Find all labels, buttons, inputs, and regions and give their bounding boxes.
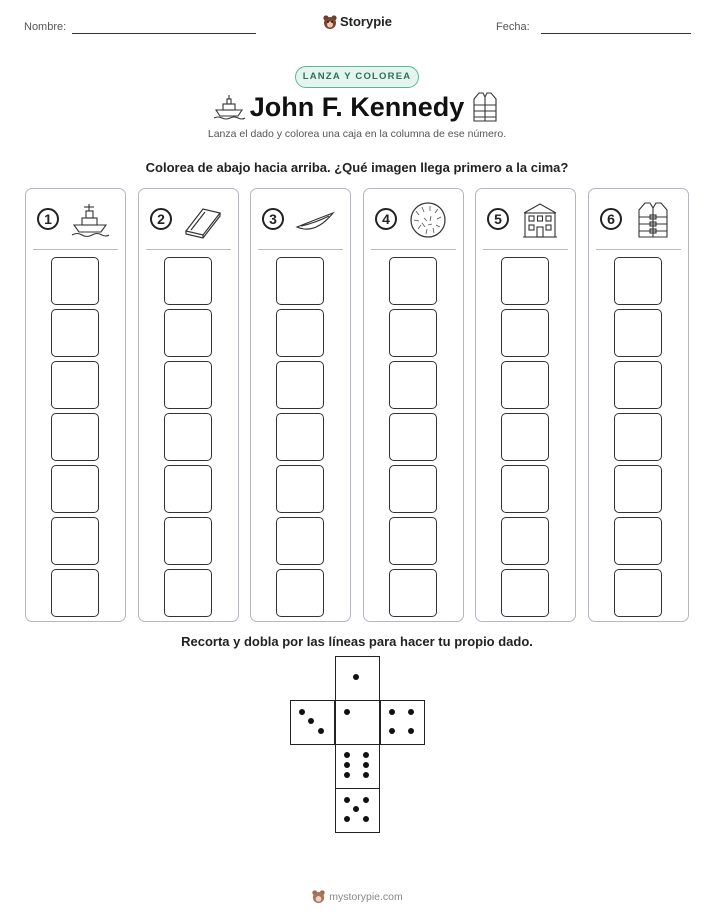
brand-logo	[0, 14, 714, 30]
color-box[interactable]	[164, 413, 212, 461]
page-title: John F. Kennedy	[249, 92, 465, 122]
color-box[interactable]	[389, 413, 437, 461]
column-number: 2	[150, 208, 172, 230]
color-box[interactable]	[164, 361, 212, 409]
color-box[interactable]	[501, 309, 549, 357]
color-box[interactable]	[51, 257, 99, 305]
color-box[interactable]	[614, 309, 662, 357]
color-box[interactable]	[51, 309, 99, 357]
dice-pip	[363, 752, 369, 758]
column-6	[588, 188, 689, 622]
bear-icon	[322, 14, 338, 30]
dice-pip	[353, 674, 359, 680]
dice-pip	[344, 772, 350, 778]
color-box[interactable]	[614, 413, 662, 461]
date-line[interactable]	[541, 33, 691, 34]
bear-icon	[311, 889, 326, 904]
dice-pip	[389, 728, 395, 734]
dice-pip	[344, 752, 350, 758]
activity-badge: LANZA Y COLOREA	[295, 66, 419, 88]
coconut-icon	[408, 201, 448, 239]
color-box[interactable]	[614, 569, 662, 617]
dice-pip	[363, 816, 369, 822]
column-number: 1	[37, 208, 59, 230]
dice-face-3	[290, 700, 335, 745]
column-number: 3	[262, 208, 284, 230]
color-box[interactable]	[501, 465, 549, 513]
date-label: Fecha:	[496, 21, 530, 33]
dice-face-4	[380, 700, 425, 745]
color-box[interactable]	[164, 257, 212, 305]
brand-name: Storypie	[339, 14, 392, 29]
color-box[interactable]	[51, 465, 99, 513]
color-box[interactable]	[276, 257, 324, 305]
color-box[interactable]	[164, 465, 212, 513]
color-box[interactable]	[389, 257, 437, 305]
color-box[interactable]	[501, 517, 549, 565]
column-number: 6	[600, 208, 622, 230]
dice-pip	[318, 728, 324, 734]
color-box[interactable]	[501, 257, 549, 305]
color-box[interactable]	[164, 569, 212, 617]
color-box[interactable]	[276, 465, 324, 513]
color-box[interactable]	[276, 361, 324, 409]
color-box[interactable]	[51, 361, 99, 409]
dice-face-1-center	[335, 700, 380, 745]
column-number: 4	[375, 208, 397, 230]
dice-pip	[344, 797, 350, 803]
dice-pip	[308, 718, 314, 724]
name-label: Nombre:	[24, 21, 67, 33]
color-box[interactable]	[614, 361, 662, 409]
color-box[interactable]	[276, 569, 324, 617]
dice-pip	[299, 709, 305, 715]
color-box[interactable]	[501, 361, 549, 409]
column-1	[25, 188, 126, 622]
footer-url: mystorypie.com	[329, 891, 403, 903]
color-box[interactable]	[51, 413, 99, 461]
dice-pip	[353, 806, 359, 812]
color-box[interactable]	[614, 257, 662, 305]
dice-pip	[344, 762, 350, 768]
color-box[interactable]	[614, 517, 662, 565]
dice-face-1	[335, 656, 380, 701]
life-vest-icon	[633, 201, 673, 239]
color-box[interactable]	[276, 309, 324, 357]
column-number: 5	[487, 208, 509, 230]
color-box[interactable]	[51, 569, 99, 617]
color-box[interactable]	[614, 465, 662, 513]
color-box[interactable]	[389, 465, 437, 513]
color-box[interactable]	[164, 309, 212, 357]
color-box[interactable]	[276, 413, 324, 461]
cut-instruction: Recorta y dobla por las líneas para hacer tu propio dado.	[181, 634, 533, 649]
color-box[interactable]	[501, 413, 549, 461]
color-box[interactable]	[389, 309, 437, 357]
color-box[interactable]	[389, 361, 437, 409]
book-icon	[183, 201, 223, 239]
race-instruction: Colorea de abajo hacia arriba. ¿Qué imagen llega primero a la cima?	[145, 160, 569, 175]
footer-link[interactable]	[0, 889, 714, 904]
dice-pip	[363, 762, 369, 768]
dice-face-5	[335, 788, 380, 833]
canoe-icon	[295, 201, 335, 239]
dice-pip	[363, 797, 369, 803]
column-2	[138, 188, 239, 622]
color-box[interactable]	[501, 569, 549, 617]
column-4	[363, 188, 464, 622]
dice-pip	[408, 728, 414, 734]
dice-face-6	[335, 744, 380, 789]
column-3	[250, 188, 351, 622]
color-box[interactable]	[389, 569, 437, 617]
color-box[interactable]	[164, 517, 212, 565]
dice-pip	[389, 709, 395, 715]
dice-pip	[408, 709, 414, 715]
column-5	[475, 188, 576, 622]
color-box[interactable]	[276, 517, 324, 565]
page-subtitle: Lanza el dado y colorea una caja en la columna de ese número.	[207, 128, 507, 140]
name-line[interactable]	[72, 33, 256, 34]
dice-pip	[363, 772, 369, 778]
life-vest-icon	[470, 91, 500, 123]
house-icon	[520, 201, 560, 239]
ship-icon	[70, 201, 110, 239]
dice-pip	[344, 709, 350, 715]
dice-pip	[344, 816, 350, 822]
color-box[interactable]	[389, 517, 437, 565]
color-box[interactable]	[51, 517, 99, 565]
